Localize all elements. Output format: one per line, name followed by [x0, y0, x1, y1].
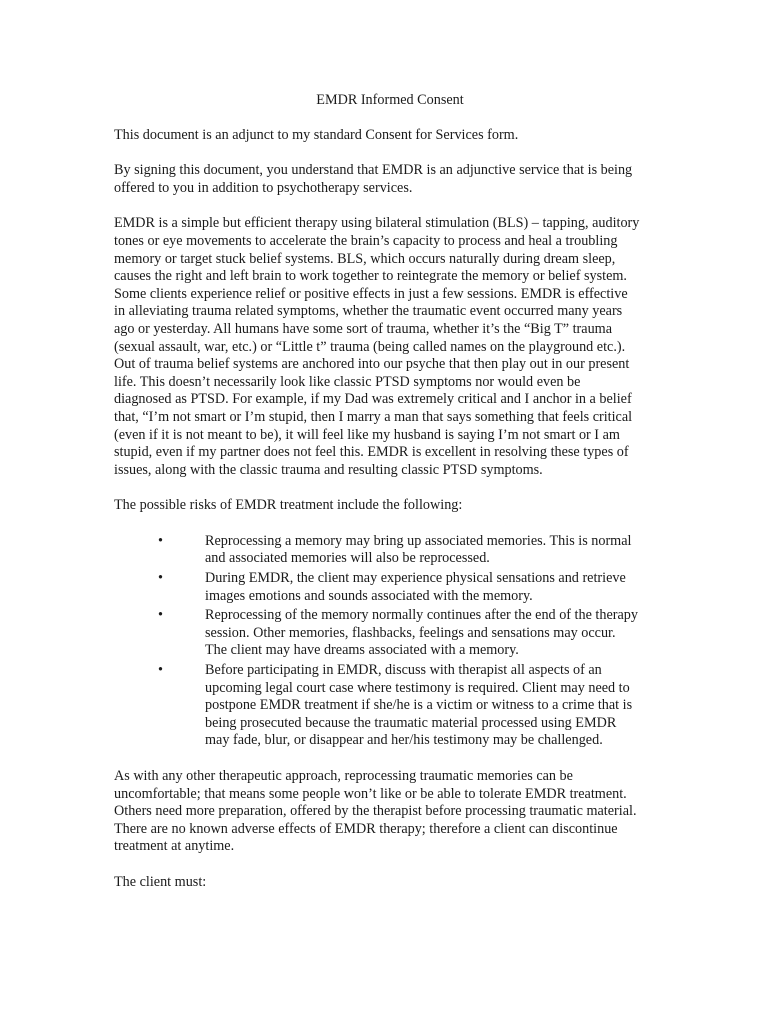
- bullet-icon: •: [158, 607, 163, 624]
- client-must-heading: The client must:: [114, 873, 207, 890]
- risk-item: [114, 533, 640, 568]
- risk-text: Reprocessing a memory may bring up associated memories. This is normal and associated memories will also be reprocessed.: [205, 532, 632, 567]
- risks-list: [114, 533, 640, 750]
- bullet-icon: •: [158, 570, 163, 587]
- document-title: EMDR Informed Consent: [316, 92, 464, 108]
- emdr-description-paragraph: EMDR is a simple but efficient therapy using bilateral stimulation (BLS) – tapping, auditory tones or eye movements to accelerate the brain’s capacity to process and heal a troubling memory or target stuck belief systems. BLS, which occurs naturally during dream sleep, causes the right and left brain to work together to reintegrate the memory or belief system. Some clients experience relief or positive effects in just a few sessions. EMDR is effective in alleviating trauma related symptoms, whether the traumatic event occurred many years ago or yesterday. All humans have some sort of trauma, whether it’s the “Big T” trauma (sexual assault, war, etc.) or “Little t” trauma (being called names on the playground etc.). Out of trauma belief systems are anchored into our psyche that then play out in our present life. This doesn’t necessarily look like classic PTSD symptoms nor would even be diagnosed as PTSD. For example, if my Dad was extremely critical and I anchor in a belief that, “I’m not smart or I’m stupid, then I marry a man that says something that feels critical (even if it is not meant to be), it will feel like my husband is saying I’m not smart or I am stupid, even if my partner does not feel this. EMDR is excellent in resolving these types of issues, along with the classic trauma and resulting classic PTSD symptoms.: [114, 215, 640, 478]
- bullet-icon: •: [158, 532, 163, 549]
- risk-text: During EMDR, the client may experience physical sensations and retrieve images emotions and sounds associated with the memory.: [205, 570, 626, 604]
- intro-paragraph: This document is an adjunct to my standard Consent for Services form.: [114, 126, 519, 143]
- risks-heading: The possible risks of EMDR treatment include the following:: [114, 497, 463, 514]
- risk-text: Before participating in EMDR, discuss with therapist all aspects of an upcoming legal court case where testimony is required. Client may need to postpone EMDR treatment if she/he is a victim or witness to a crime that is being prosecuted because the traumatic material processed using EMDR may fade, blur, or disappear and her/his testimony may be challenged.: [205, 662, 633, 749]
- closing-paragraph: As with any other therapeutic approach, reprocessing traumatic memories can be uncomfortable; that means some people won’t like or be able to tolerate EMDR treatment. Others need more preparation, offered by the therapist before processing traumatic material. There are no known adverse effects of EMDR therapy; therefore a client can discontinue treatment at anytime.: [114, 768, 637, 855]
- signing-paragraph: By signing this document, you understand that EMDR is an adjunctive service that is being offered to you in addition to psychotherapy services.: [114, 162, 633, 196]
- risk-text: Reprocessing of the memory normally continues after the end of the therapy session. Other memories, flashbacks, feelings and sensations may occur. The client may have dreams associated with a memory.: [205, 607, 638, 659]
- risk-item: [114, 570, 640, 605]
- risk-item: [114, 662, 640, 750]
- bullet-icon: •: [158, 662, 163, 679]
- risk-item: [114, 607, 640, 660]
